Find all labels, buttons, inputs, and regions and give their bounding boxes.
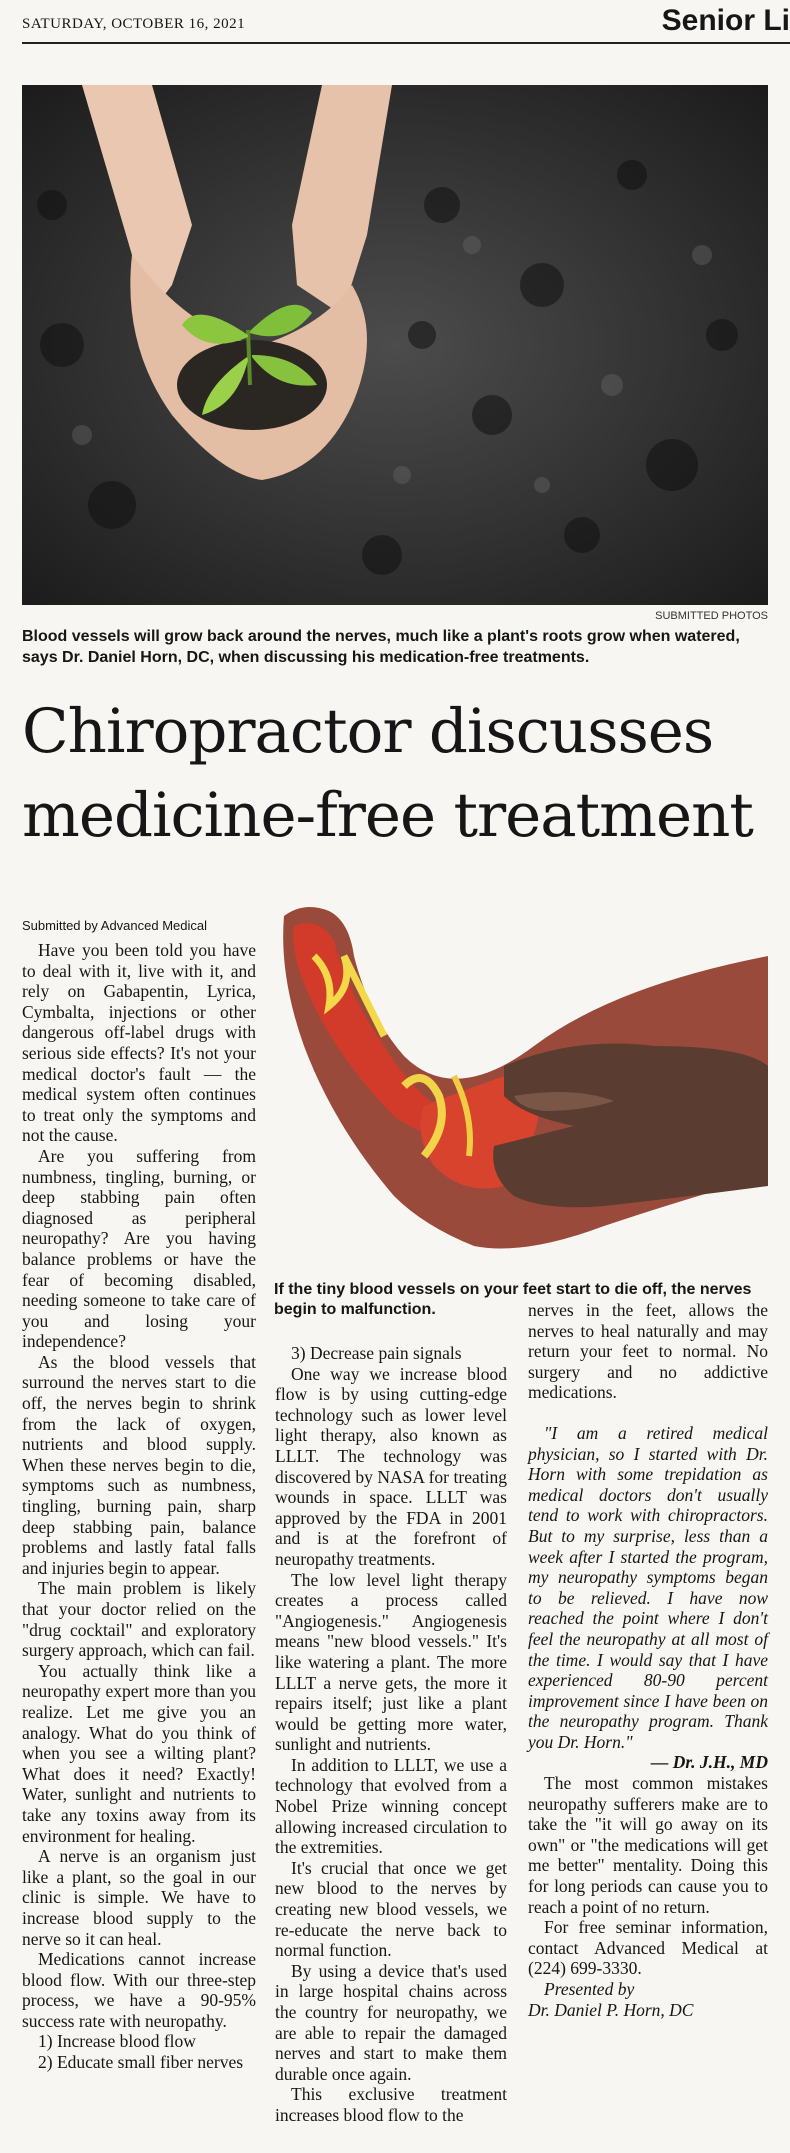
paragraph: You actually think like a neuropathy expert more than you realize. Let me give you an analogy. What do you think of when you see a wilting plant? What does it need? Exactly! Water, sunlight and nutrients to take any toxins away from its environment for healing. [22,1660,256,1846]
issue-date: SATURDAY, OCTOBER 16, 2021 [22,16,246,32]
headline [22,690,782,858]
byline: Submitted by Advanced Medical [22,918,207,933]
paragraph: In addition to LLLT, we use a technology that evolved from a Nobel Prize winning concept allowing increased circulation to the extremities. [275,1754,507,1858]
column-3 [528,1300,768,2020]
column-2 [275,1343,507,2126]
photo-caption: Blood vessels will grow back around the nerves, much like a plant's roots grow when watered, says Dr. Daniel Horn, DC, when discussing his medication-free treatments. [22,628,740,666]
masthead [22,0,790,44]
paragraph: The low level light therapy creates a process called "Angiogenesis." Angiogenesis means "new blood vessels." It's like watering a plant. The more LLLT a nerve gets, the more it repairs itself; just like a plant would be getting more water, sunlight and nutrients. [275,1569,507,1755]
foot-illustration [274,896,768,1266]
paragraph: The main problem is likely that your doctor relied on the "drug cocktail" and exploratory surgery approach, which can fail. [22,1578,256,1661]
column-1 [22,940,256,2073]
testimonial-text: "I am a retired medical physician, so I started with Dr. Horn with some trepidation as medical doctors don't usually tend to work with chiropractors. But to my surprise, less than a week after I started the program, my neuropathy symptoms began to be relieved. I have now reached the point where I don't feel the neuropathy at all most of the time. I would say that I have experienced 80-90 percent improvement since I have been on the neuropathy program. Thank you Dr. Horn." [528,1422,768,1752]
headline-line2: medicine-free treatment [22,780,753,851]
illustration-caption: If the tiny blood vessels on your feet start to die off, the nerves begin to malfunction. [274,1281,752,1318]
paragraph: This exclusive treatment increases blood flow to the [275,2084,507,2125]
paragraph: As the blood vessels that surround the nerves start to die off, the nerves begin to shrink from the lack of oxygen, nutrients and blood supply. When these nerves begin to die, symptoms such as numbness, tingling, burning pain, sharp deep stabbing pain, balance problems and lastly fatal falls and injuries begin to appear. [22,1351,256,1578]
paragraph: The most common mistakes neuropathy sufferers make are to take the "it will go away on its own" or "the medications will get me better" mentality. Doing this for long periods can cause you to reach a point of no return. [528,1773,768,1917]
testimonial [528,1423,768,1773]
paragraph: nerves in the feet, allows the nerves to heal naturally and may return your feet to normal. No surgery and no addictive medications. [528,1300,768,1403]
seedling-photo [22,85,768,605]
testimonial-signature: — Dr. J.H., MD [650,1752,768,1773]
photo-credit: SUBMITTED PHOTOS [655,610,768,622]
paragraph: Are you suffering from numbness, tingling, burning, or deep stabbing pain often diagnosed as peripheral neuropathy? Are you having balance problems or have the fear of becoming disabled, needing someone to take care of you and losing your independence? [22,1145,256,1352]
list-item: 1) Increase blood flow [38,2031,196,2052]
list-item: 3) Decrease pain signals [291,1343,462,1363]
list-item: 2) Educate small fiber nerves [38,2052,244,2073]
author-name: Dr. Daniel P. Horn, DC [528,1999,694,2020]
presented-by: Presented by [544,1979,635,1999]
paragraph: By using a device that's used in large hospital chains across the country for neuropathy, we are able to repair the damaged nerves and start to make them durable once again. [275,1960,507,2084]
paragraph: Have you been told you have to deal with it, live with it, and rely on Gabapentin, Lyrica, Cymbalta, injections or other dangerous off-label drugs with serious side effects? It's not your medical doctor's fault — the medical system often continues to treat only the symptoms and not the cause. [22,940,256,1146]
section-title: Senior Li [661,4,790,37]
paragraph: Medications cannot increase blood flow. With our three-step process, we have a 90-95% success rate with neuropathy. [22,1949,256,2031]
paragraph: For free seminar information, contact Advanced Medical at (224) 699-3330. [528,1917,768,1979]
paragraph: It's crucial that once we get new blood to the nerves by creating new blood vessels, we re-educate the nerve back to normal function. [275,1857,507,1961]
paragraph: One way we increase blood flow is by using cutting-edge technology such as lower level light therapy, also known as LLLT. The technology was discovered by NASA for treating wounds in space. LLLT was approved by the FDA in 2001 and is at the forefront of neuropathy treatments. [275,1363,507,1569]
paragraph: A nerve is an organism just like a plant, so the goal in our clinic is simple. We have to increase blood supply to the nerve so it can heal. [22,1846,256,1949]
headline-line1: Chiropractor discusses [22,696,714,767]
